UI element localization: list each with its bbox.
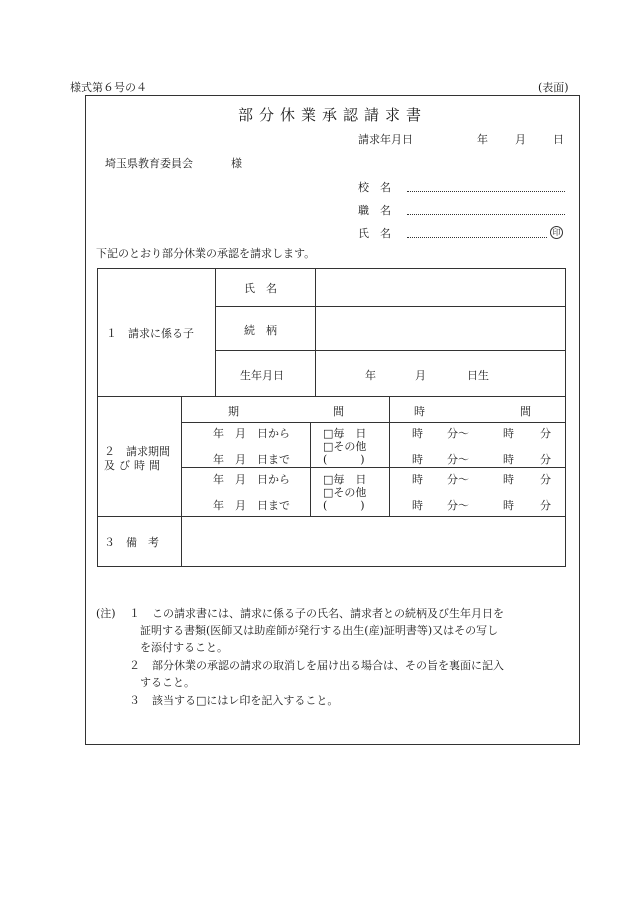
period-from[interactable]: 年 月 日から bbox=[213, 427, 290, 440]
time-cell: 分 bbox=[540, 473, 551, 486]
time-header-2: 間 bbox=[520, 405, 531, 418]
school-label: 校 名 bbox=[358, 181, 391, 194]
note3-number: ３ bbox=[129, 694, 140, 707]
applicant-name-field[interactable] bbox=[407, 237, 547, 238]
period-header-2: 間 bbox=[333, 405, 344, 418]
birth-year-label: 年 bbox=[365, 369, 376, 382]
addressee-honorific: 様 bbox=[231, 157, 242, 170]
intro-text: 下記のとおり部分休業の承認を請求します。 bbox=[96, 247, 316, 260]
child-name-field[interactable] bbox=[316, 269, 565, 306]
birthdate-label: 生年月日 bbox=[240, 369, 284, 382]
time-cell: 分 bbox=[540, 453, 551, 466]
note1-line2: 証明する書類(医師又は助産師が発行する出生(産)証明書等)又はその写し bbox=[140, 624, 499, 637]
time-cell: 分 bbox=[540, 427, 551, 440]
position-label: 職 名 bbox=[358, 204, 391, 217]
period-to[interactable]: 年 月 日まで bbox=[213, 453, 290, 466]
time-cell: 時 bbox=[412, 499, 423, 512]
note2-number: ２ bbox=[129, 659, 140, 672]
time-cell: 時 bbox=[503, 473, 514, 486]
note2-line1: 部分休業の承認の請求の取消しを届け出る場合は、その旨を裏面に記入 bbox=[152, 659, 504, 672]
other-paren[interactable]: ( ) bbox=[323, 453, 365, 466]
time-cell: 時 bbox=[412, 427, 423, 440]
remarks-field[interactable] bbox=[182, 517, 565, 566]
addressee-name: 埼玉県教育委員会 bbox=[105, 157, 193, 170]
form-number: 様式第６号の４ bbox=[70, 81, 147, 94]
other-checkbox[interactable]: □その他 bbox=[323, 440, 367, 453]
section1-label: １ 請求に係る子 bbox=[106, 327, 194, 340]
applicant-name-label: 氏 名 bbox=[358, 227, 391, 240]
relationship-label: 続 柄 bbox=[244, 324, 277, 337]
time-cell: 時 bbox=[503, 453, 514, 466]
school-field[interactable] bbox=[407, 191, 565, 192]
time-cell: 分 bbox=[540, 499, 551, 512]
time-cell: 時 bbox=[503, 499, 514, 512]
every-day-checkbox[interactable]: □毎 日 bbox=[323, 427, 367, 440]
child-name-label: 氏 名 bbox=[244, 282, 277, 295]
request-month-label: 月 bbox=[515, 133, 526, 146]
other-checkbox[interactable]: □その他 bbox=[323, 486, 367, 499]
time-header-1: 時 bbox=[414, 405, 425, 418]
section2-label-1: ２ 請求期間 bbox=[104, 445, 170, 458]
period-header-1: 期 bbox=[228, 405, 239, 418]
note3-line1: 該当する□にはレ印を記入すること。 bbox=[152, 694, 339, 707]
birth-day-label: 日生 bbox=[467, 369, 489, 382]
position-field[interactable] bbox=[407, 214, 565, 215]
side-label: (表面) bbox=[538, 81, 569, 94]
request-date-label: 請求年月日 bbox=[358, 133, 413, 146]
note1-line3: を添付すること。 bbox=[140, 641, 228, 654]
time-cell: 分～ bbox=[447, 427, 469, 440]
time-cell: 分～ bbox=[447, 499, 469, 512]
birth-month-label: 月 bbox=[415, 369, 426, 382]
note1-line1: この請求書には、請求に係る子の氏名、請求者との続柄及び生年月日を bbox=[152, 607, 504, 620]
every-day-checkbox[interactable]: □毎 日 bbox=[323, 473, 367, 486]
notes-prefix: (注) bbox=[96, 607, 116, 620]
request-year-label: 年 bbox=[477, 133, 488, 146]
section2-label-2: 及び時間 bbox=[104, 459, 164, 472]
period-to[interactable]: 年 月 日まで bbox=[213, 499, 290, 512]
relationship-field[interactable] bbox=[316, 307, 565, 350]
other-paren[interactable]: ( ) bbox=[323, 499, 365, 512]
time-cell: 時 bbox=[412, 453, 423, 466]
period-from[interactable]: 年 月 日から bbox=[213, 473, 290, 486]
note2-line2: すること。 bbox=[140, 676, 195, 689]
request-day-label: 日 bbox=[553, 133, 564, 146]
time-cell: 分～ bbox=[447, 473, 469, 486]
time-cell: 分～ bbox=[447, 453, 469, 466]
note1-number: １ bbox=[129, 607, 140, 620]
page-title: 部分休業承認請求書 bbox=[238, 106, 428, 124]
seal-mark: 印 bbox=[550, 226, 563, 239]
time-cell: 時 bbox=[503, 427, 514, 440]
time-cell: 時 bbox=[412, 473, 423, 486]
section3-label: ３ 備 考 bbox=[104, 536, 159, 549]
